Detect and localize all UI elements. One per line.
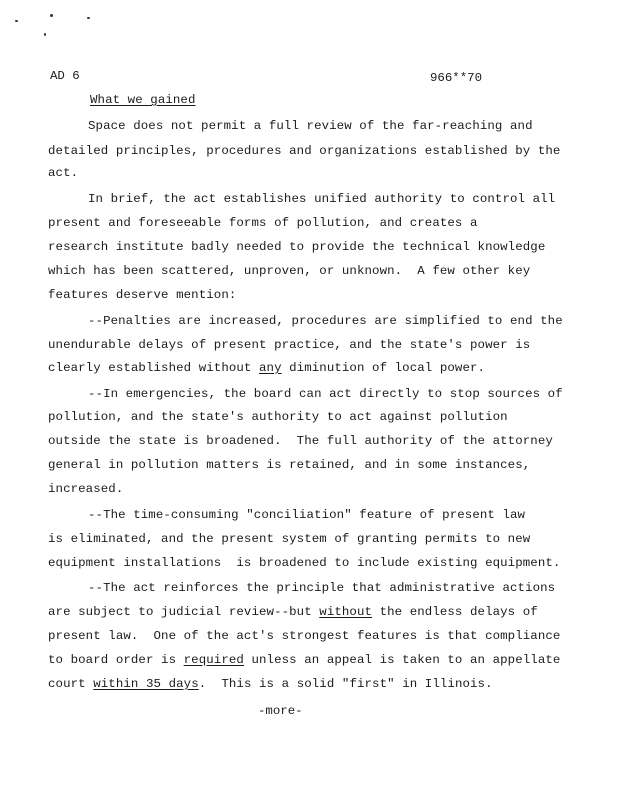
- text-run: are subject to judicial review--but: [48, 605, 320, 619]
- underlined-word: any: [259, 361, 282, 375]
- bullet-line: [48, 678, 493, 690]
- scan-speck: [15, 20, 18, 22]
- text-run: diminution of local power.: [281, 361, 486, 375]
- underlined-word: 35 days: [145, 677, 199, 691]
- underlined-space: [138, 677, 146, 691]
- bullet-line: equipment installations is broadened to include existing equipment.: [48, 556, 561, 570]
- bullet-line: is eliminated, and the present system of granting permits to new: [48, 532, 531, 546]
- bullet-line: [48, 654, 560, 666]
- section-title: What we gained: [90, 93, 196, 107]
- bullet-line: general in pollution matters is retained, and in some instances,: [48, 458, 531, 472]
- paragraph-line: act.: [48, 166, 79, 180]
- paragraph-line: features deserve mention:: [48, 288, 237, 302]
- scan-speck: [50, 14, 53, 17]
- underlined-word: within: [93, 677, 139, 691]
- page-label: AD 6: [50, 69, 80, 83]
- bullet-line: increased.: [48, 482, 124, 496]
- bullet-line: --The act reinforces the principle that administrative actions: [88, 581, 556, 595]
- release-number: 966**70: [430, 71, 483, 85]
- more-marker: -more-: [258, 704, 303, 718]
- bullet-line: outside the state is broadened. The full authority of the attorney: [48, 434, 553, 448]
- paragraph-line: which has been scattered, unproven, or unknown. A few other key: [48, 264, 531, 278]
- text-run: unless an appeal is taken to an appellate: [243, 653, 561, 667]
- bullet-line: --In emergencies, the board can act directly to stop sources of: [88, 387, 563, 401]
- paragraph-line: present and foreseeable forms of pollution, and creates a: [48, 216, 478, 230]
- bullet-line: pollution, and the state's authority to act against pollution: [48, 410, 508, 424]
- paragraph-line: Space does not permit a full review of the far-reaching and: [88, 119, 533, 133]
- text-run: clearly established without: [48, 361, 259, 375]
- text-run: . This is a solid "first" in Illinois.: [198, 677, 493, 691]
- bullet-line: present law. One of the act's strongest features is that compliance: [48, 629, 561, 643]
- scan-speck: [87, 17, 90, 19]
- paragraph-line: detailed principles, procedures and organizations established by the: [48, 144, 561, 158]
- paragraph-line: In brief, the act establishes unified authority to control all: [88, 192, 556, 206]
- text-run: the endless delays of: [372, 605, 538, 619]
- text-run: to board order is: [48, 653, 184, 667]
- bullet-line: [48, 606, 538, 618]
- text-run: court: [48, 677, 94, 691]
- bullet-line: --The time-consuming "conciliation" feature of present law: [88, 508, 526, 522]
- bullet-line: [48, 362, 485, 374]
- bullet-line: unendurable delays of present practice, and the state's power is: [48, 338, 531, 352]
- underlined-word: required: [183, 653, 244, 667]
- paragraph-line: research institute badly needed to provide the technical knowledge: [48, 240, 546, 254]
- underlined-word: without: [319, 605, 373, 619]
- scan-speck: [44, 33, 46, 36]
- bullet-line: --Penalties are increased, procedures are simplified to end the: [88, 314, 563, 328]
